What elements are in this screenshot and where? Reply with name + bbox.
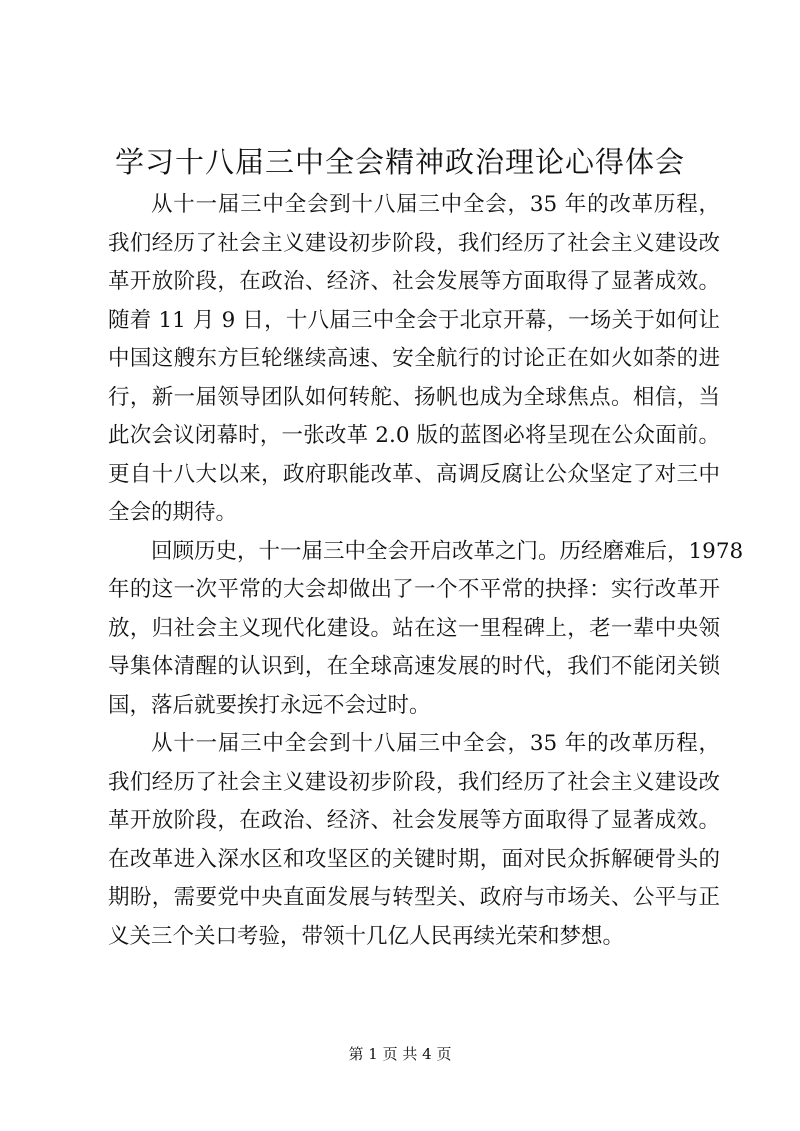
paragraph-line: 更自十八大以来，政府职能改革、高调反腐让公众坚定了对三中 (108, 461, 720, 487)
paragraph-line: 年的这一次平常的大会却做出了一个不平常的抉择：实行改革开 (108, 577, 720, 602)
paragraph-2 (108, 533, 744, 726)
paragraph-1 (108, 186, 720, 533)
paragraph-line: 回顾历史，十一届三中全会开启改革之门。历经磨难后，1978 (151, 538, 744, 564)
paragraph-line: 我们经历了社会主义建设初步阶段，我们经历了社会主义建设改 (108, 769, 720, 795)
paragraph-line: 国，落后就要挨打永远不会过时。 (108, 692, 431, 718)
paragraph-line: 革开放阶段，在政治、经济、社会发展等方面取得了显著成效。 (108, 808, 720, 833)
paragraph-line: 义关三个关口考验，带领十几亿人民再续光荣和梦想。 (108, 923, 625, 949)
paragraph-line: 放，归社会主义现代化建设。站在这一里程碑上，老一辈中央领 (108, 615, 720, 641)
paragraph-line: 在改革进入深水区和攻坚区的关键时期，面对民众拆解硬骨头的 (108, 846, 720, 872)
paragraph-line: 随着 11 月 9 日，十八届三中全会于北京开幕，一场关于如何让 (108, 307, 720, 333)
document-title: 学习十八届三中全会精神政治理论心得体会 (114, 145, 685, 179)
paragraph-line: 导集体清醒的认识到，在全球高速发展的时代，我们不能闭关锁 (108, 654, 720, 679)
paragraph-line: 从十一届三中全会到十八届三中全会，35 年的改革历程， (151, 731, 720, 756)
document-body (108, 186, 744, 956)
paragraph-line: 革开放阶段，在政治、经济、社会发展等方面取得了显著成效。 (108, 269, 720, 294)
paragraph-line: 我们经历了社会主义建设初步阶段，我们经历了社会主义建设改 (108, 230, 720, 256)
paragraph-line: 从十一届三中全会到十八届三中全会，35 年的改革历程， (151, 192, 720, 217)
page-footer: 第 1 页 共 4 页 (348, 1045, 452, 1063)
paragraph-line: 期盼，需要党中央直面发展与转型关、政府与市场关、公平与正 (108, 885, 720, 910)
paragraph-3 (108, 725, 720, 956)
paragraph-line: 中国这艘东方巨轮继续高速、安全航行的讨论正在如火如荼的进 (108, 346, 720, 371)
paragraph-line: 全会的期待。 (108, 500, 238, 525)
paragraph-line: 行，新一届领导团队如何转舵、扬帆也成为全球焦点。相信，当 (108, 384, 720, 410)
paragraph-line: 此次会议闭幕时，一张改革 2.0 版的蓝图必将呈现在公众面前。 (108, 423, 720, 448)
